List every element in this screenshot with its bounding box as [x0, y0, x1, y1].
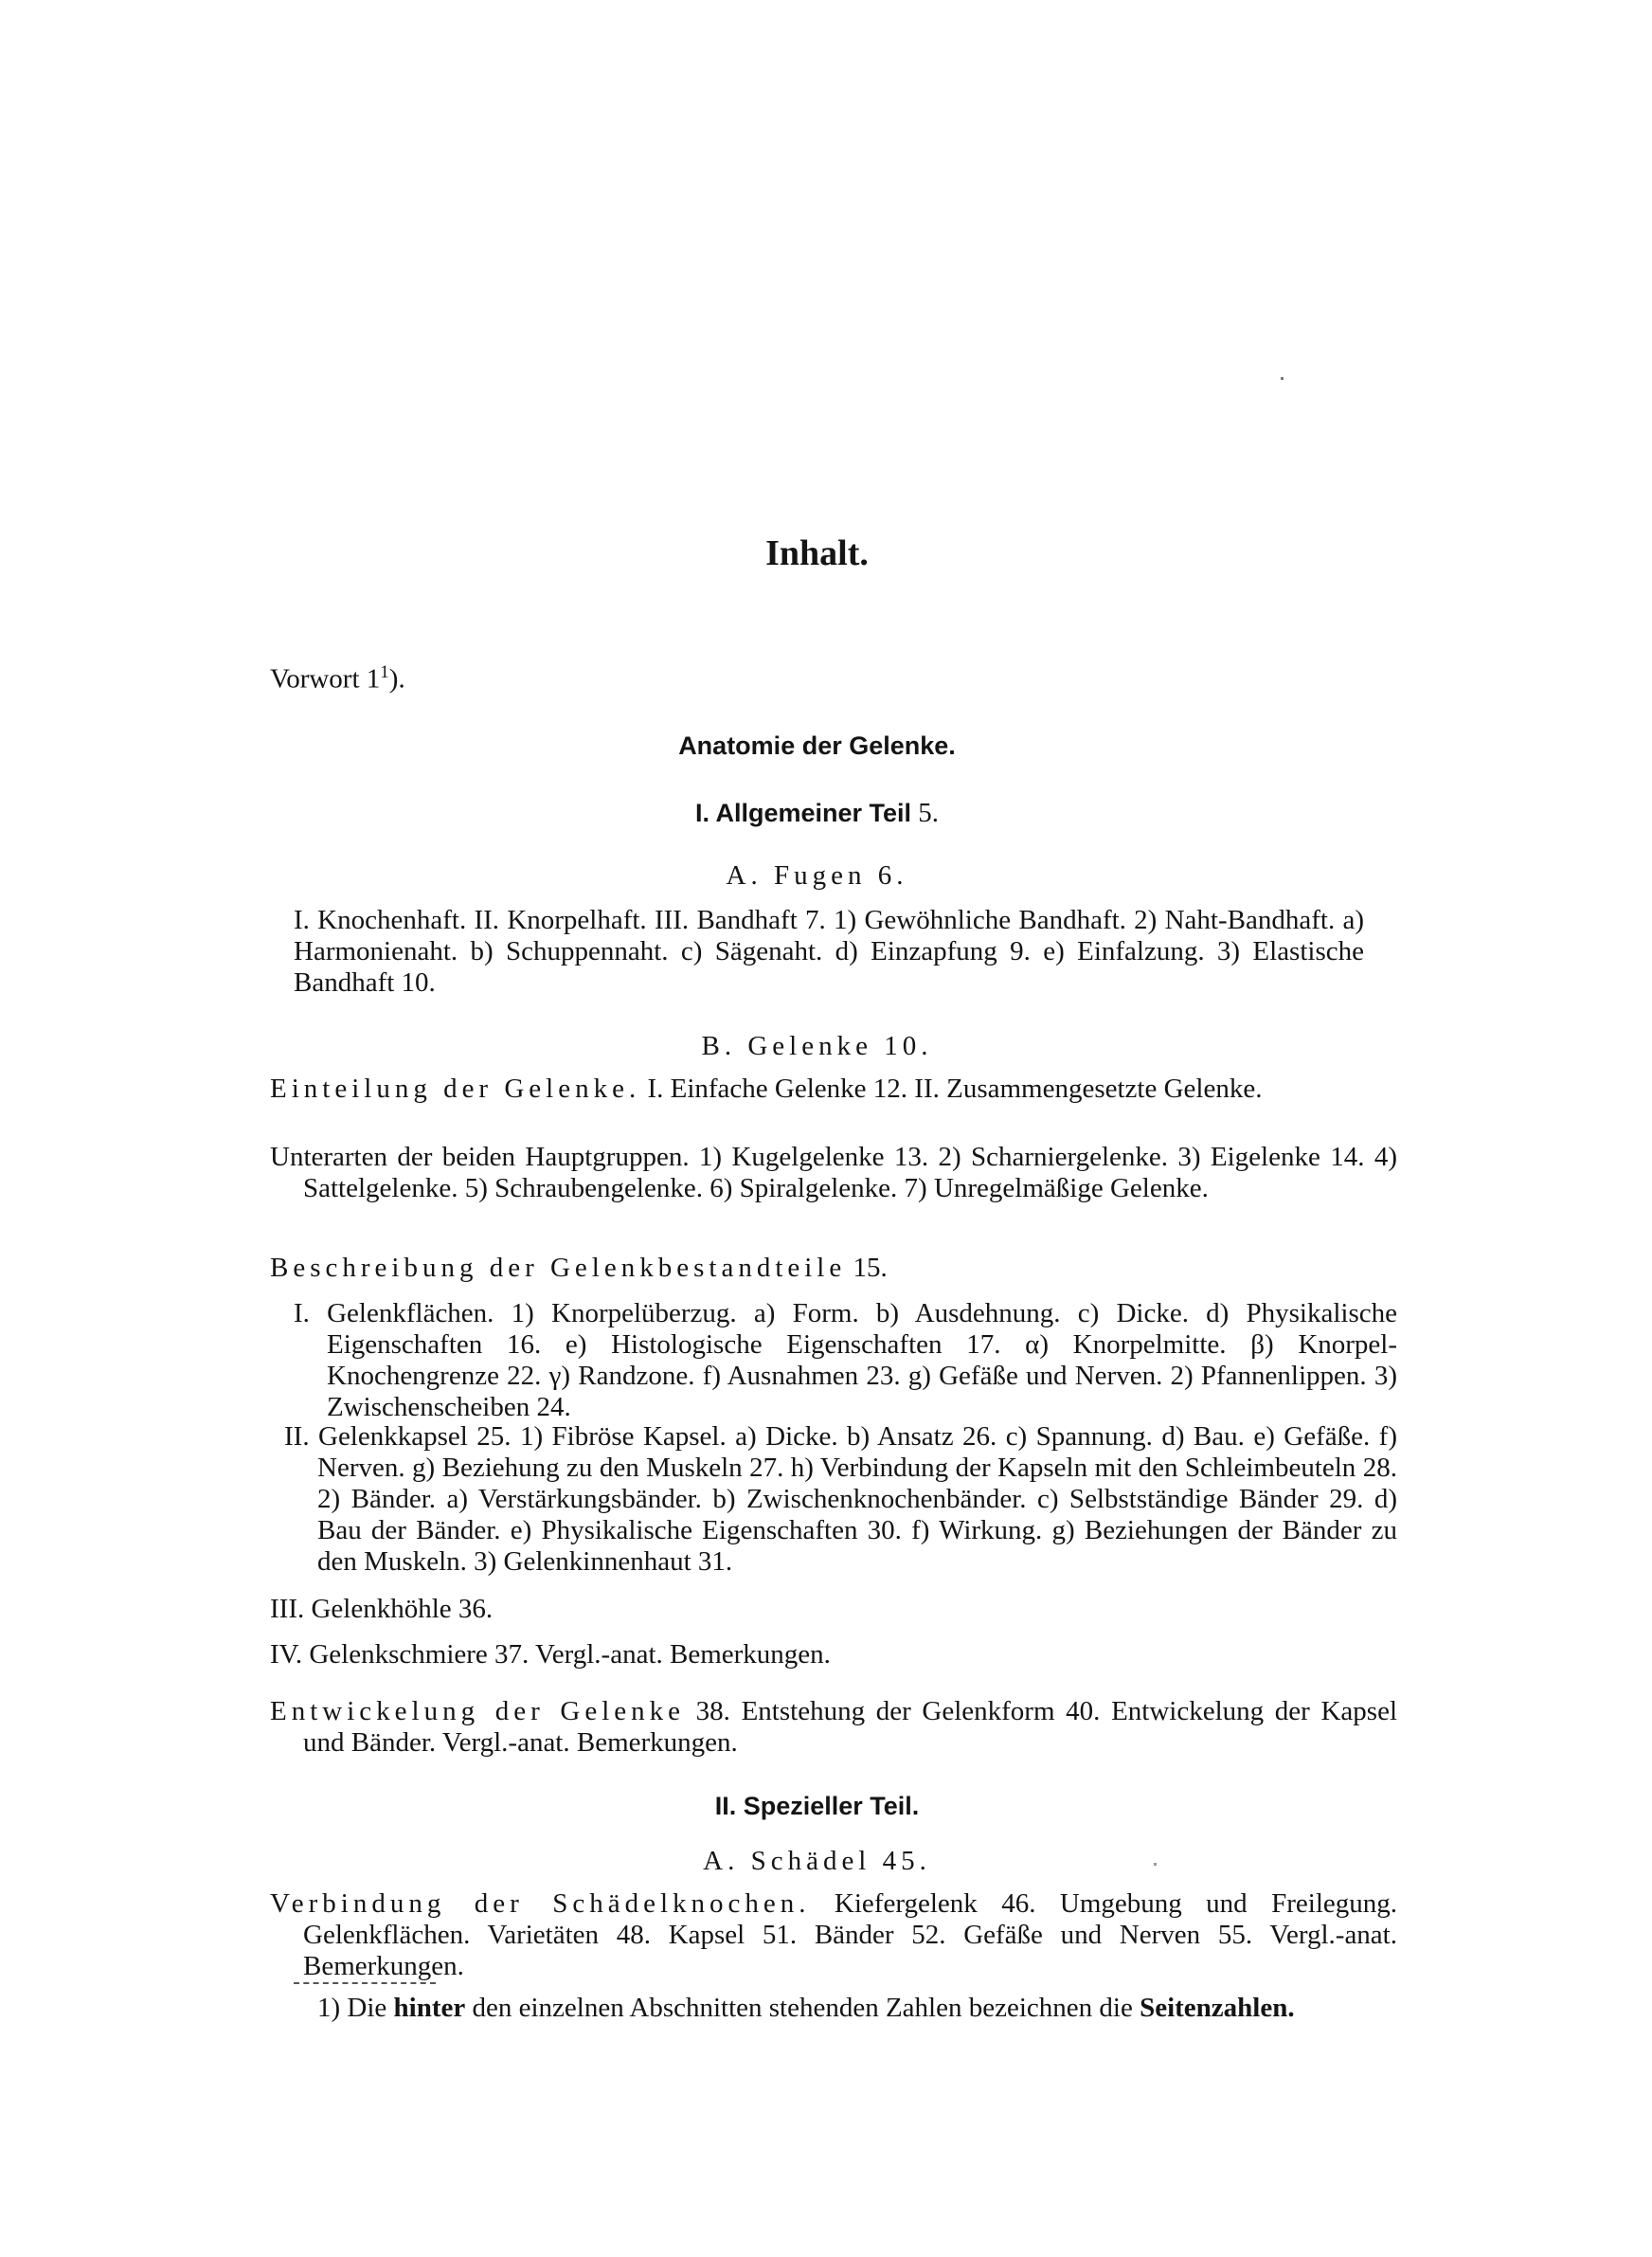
einteilung-text: I. Einfache Gelenke 12. II. Zusammengesetzte Gelenke.: [640, 1074, 1263, 1104]
footnote-text: den einzelnen Abschnitten stehenden Zahlen bezeichnen die: [465, 1993, 1140, 2023]
general-heading: [270, 798, 1364, 829]
footnote-ref: 1: [380, 662, 389, 682]
gelenke-heading: B. Gelenke 10.: [701, 1031, 933, 1061]
fugen-paragraph: I. Knochenhaft. II. Knorpelhaft. III. Bandhaft 7. 1) Gewöhnliche Bandhaft. 2) Naht-Bandhaft. a) Harmonienaht. b) Schuppennaht. c) Sägenaht. d) Einzapfung 9. e) Einfalzung. 3) Elastische Bandhaft 10.: [294, 905, 1364, 998]
footnote-rule: [294, 1982, 436, 1984]
beschreibung-heading: [270, 1253, 1364, 1284]
einteilung-label: Einteilung der Gelenke.: [270, 1074, 641, 1104]
schaedel-heading: A. Schädel 45.: [703, 1846, 931, 1876]
unterarten-paragraph: Unterarten der beiden Hauptgruppen. 1) Kugelgelenke 13. 2) Scharniergelenke. 3) Eigelenke 14. 4) Sattelgelenke. 5) Schraubengelenke. 6) Spiralgelenke. 7) Unregelmäßige Gelenke.: [270, 1142, 1397, 1203]
part-heading: Anatomie der Gelenke.: [678, 731, 956, 760]
gelenkflaechen-paragraph: I. Gelenkflächen. 1) Knorpelüberzug. a) Form. b) Ausdehnung. c) Dicke. d) Physikalische Eigenschaften 16. e) Histologische Eigenschaften 17. α) Knorpelmitte. β) Knorpel-Knochengrenze 22. γ) Randzone. f) Ausnahmen 23. g) Gefäße und Nerven. 2) Pfannenlippen. 3) Zwischenscheiben 24.: [294, 1298, 1397, 1422]
entwickelung-label: Entwickelung der Gelenke: [270, 1696, 686, 1726]
verbindung-paragraph: [270, 1888, 1397, 1982]
beschreibung-label: Beschreibung der Gelenkbestandteile: [270, 1253, 847, 1283]
einteilung-paragraph: [270, 1074, 1397, 1105]
gelenkschmiere-entry: IV. Gelenkschmiere 37. Vergl.-anat. Bemerkungen.: [270, 1639, 831, 1670]
footnote-last-word: Seitenzahlen.: [1140, 1993, 1295, 2023]
preface-text: Vorwort 1: [270, 663, 381, 695]
verbindung-text: Kiefergelenk 46. Umgebung und Freilegung. Gelenkflächen. Varietäten 48. Kapsel 51. Bänder 52. Gefäße und Nerven 55. Vergl.-anat. Bemerkungen.: [303, 1888, 1397, 1981]
beschreibung-page: 15.: [846, 1253, 888, 1283]
preface-tail: ).: [388, 663, 405, 695]
entwickelung-text: 38. Entstehung der Gelenkform 40. Entwickelung der Kapsel und Bänder. Vergl.-anat. Bemerkungen.: [303, 1696, 1398, 1758]
footnote-bold-word: hinter: [393, 1993, 466, 2023]
gelenkhoehle-entry: III. Gelenkhöhle 36.: [270, 1594, 494, 1624]
footnote-marker: 1) Die: [317, 1993, 394, 2023]
general-heading-page: 5.: [911, 798, 940, 828]
general-heading-label: I. Allgemeiner Teil: [694, 799, 912, 827]
entwickelung-paragraph: [270, 1696, 1397, 1759]
scan-speck: [1281, 377, 1284, 380]
fugen-heading: A. Fugen 6.: [726, 860, 908, 891]
preface-entry: [270, 657, 1364, 695]
footnote: [270, 1993, 1364, 2024]
gelenkkapsel-paragraph: II. Gelenkkapsel 25. 1) Fibröse Kapsel. a) Dicke. b) Ansatz 26. c) Spannung. d) Bau. e) Gefäße. f) Nerven. g) Beziehung zu den Muskeln 27. h) Verbindung der Kapseln mit den Schleimbeuteln 28. 2) Bänder. a) Verstärkungsbänder. b) Zwischenknochenbänder. c) Selbstständige Bänder 29. d) Bau der Bänder. e) Physikalische Eigenschaften 30. f) Wirkung. g) Beziehungen der Bänder zu den Muskeln. 3) Gelenkinnenhaut 31.: [284, 1421, 1397, 1577]
special-heading: II. Spezieller Teil.: [714, 1792, 920, 1820]
verbindung-label: Verbindung der Schädelknochen.: [270, 1888, 811, 1919]
page-title: Inhalt.: [765, 533, 869, 573]
